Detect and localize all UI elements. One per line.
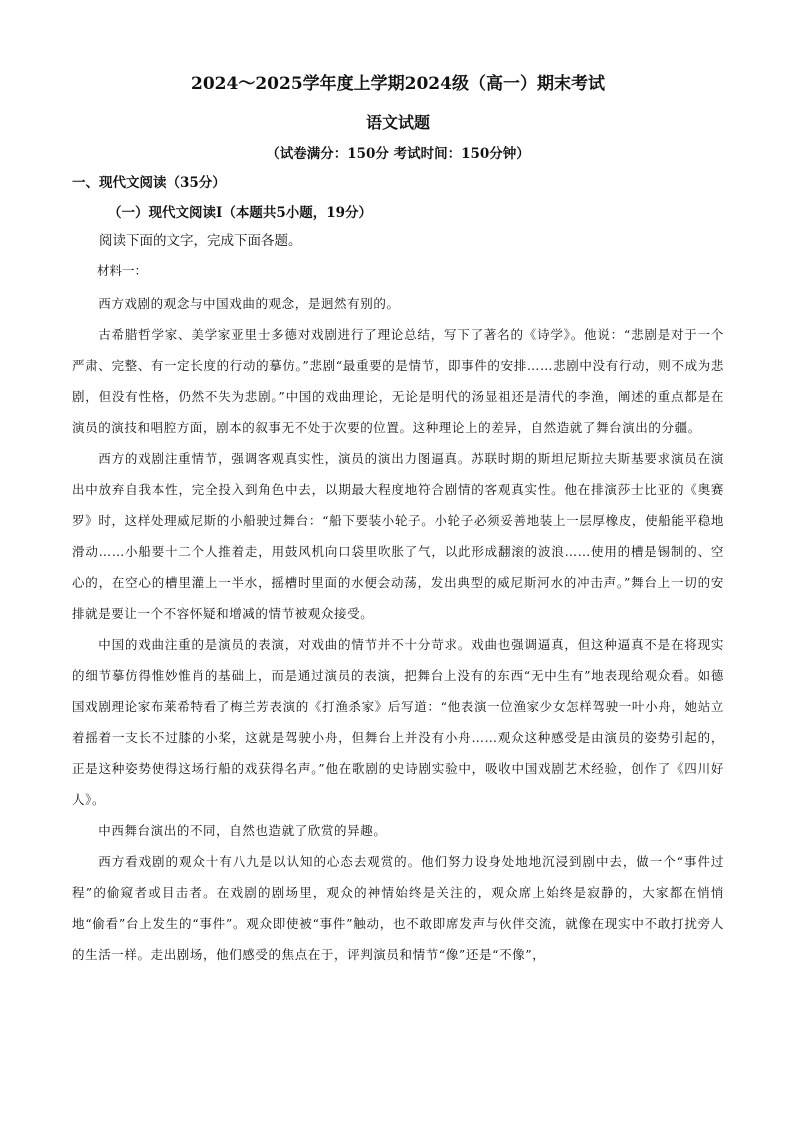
passage-paragraph: 中西舞台演出的不同，自然也造就了欣赏的异趣。 [98,823,387,838]
passage-paragraph: 古希腊哲学家、美学家亚里士多德对戏剧进行了理论总结，写下了著名的《诗学》。他说：“悲剧是对于一个严肃、完整、有一定长度的行动的摹仿。”悲剧“最重要的是情节，即事件的安排……悲剧中没有行动，则不成为悲剧，但没有性格，仍然不失为悲剧。”中国的戏曲理论，无论是明代的汤显祖还是清代的李渔，阐述的重点都是在演员的演技和唱腔方面，剧本的叙事无不处于次要的位置。这种理论上的差异，自然造就了舞台演出的分疆。 [72,327,724,435]
passage-paragraph: 西方看戏剧的观众十有八九是以认知的心态去观赏的。他们努力设身处地地沉浸到剧中去，做一个“事件过程”的偷窥者或目击者。在戏剧的剧场里，观众的神情始终是关注的，观众席上始终是寂静的，大家都在悄悄地“偷看”台上发生的“事件”。观众即使被“事件”触动，也不敢即席发声与伙伴交流，就像在现实中不敢打扰旁人的生活一样。走出剧场，他们感受的焦点在于，评判演员和情节“像”还是“不像”， [72,854,724,962]
material-label: 材料一： [97,263,148,278]
subsection-heading: （一）现代文阅读Ⅰ（本题共5小题，19分） [108,205,372,221]
exam-title: 2024～2025学年度上学期2024级（高一）期末考试 [191,74,605,94]
passage-paragraph: 中国的戏曲注重的是演员的表演，对戏曲的情节并不十分苛求。戏曲也强调逼真，但这种逼真不是在将现实的细节摹仿得惟妙惟肖的基础上，而是通过演员的表演，把舞台上没有的东西“无中生有”地表现给观众看。如德国戏剧理论家布莱希特看了梅兰芳表演的《打渔杀家》后写道：“他表演一位渔家少女怎样驾驶一叶小舟，她站立着摇着一支长不过膝的小桨，这就是驾驶小舟，但舞台上并没有小舟……观众这种感受是由演员的姿势引起的，正是这种姿势使得这场行船的戏获得名声。”他在歌剧的史诗剧实验中，吸收中国戏剧艺术经验，创作了《四川好人》。 [72,637,724,807]
passage-paragraph: 西方的戏剧注重情节，强调客观真实性，演员的演出力图逼真。苏联时期的斯坦尼斯拉夫斯基要求演员在演出中放弃自我本性，完全投入到角色中去，以期最大程度地符合剧情的客观真实性。他在排演莎士比亚的《奥赛罗》时，这样处理威尼斯的小船驶过舞台：“船下要装小轮子。小轮子必须妥善地装上一层厚橡皮，使船能平稳地滑动……小船要十二个人推着走，用鼓风机向口袋里吹胀了气，以此形成翻滚的波浪……使用的槽是锡制的、空心的，在空心的槽里灌上一半水，摇槽时里面的水便会动荡，发出典型的威尼斯河水的冲击声。”舞台上一切的安排就是要让一个不容怀疑和增减的情节被观众接受。 [72,451,724,621]
passage-body [72,288,724,970]
section-heading: 一、现代文阅读（35分） [72,175,226,191]
passage-paragraph: 西方戏剧的观念与中国戏曲的观念，是迥然有别的。 [98,296,400,311]
exam-subject: 语文试题 [365,113,430,132]
reading-instruction: 阅读下面的文字，完成下面各题。 [99,233,302,249]
exam-meta: （试卷满分：150分 考试时间：150分钟） [266,146,530,162]
